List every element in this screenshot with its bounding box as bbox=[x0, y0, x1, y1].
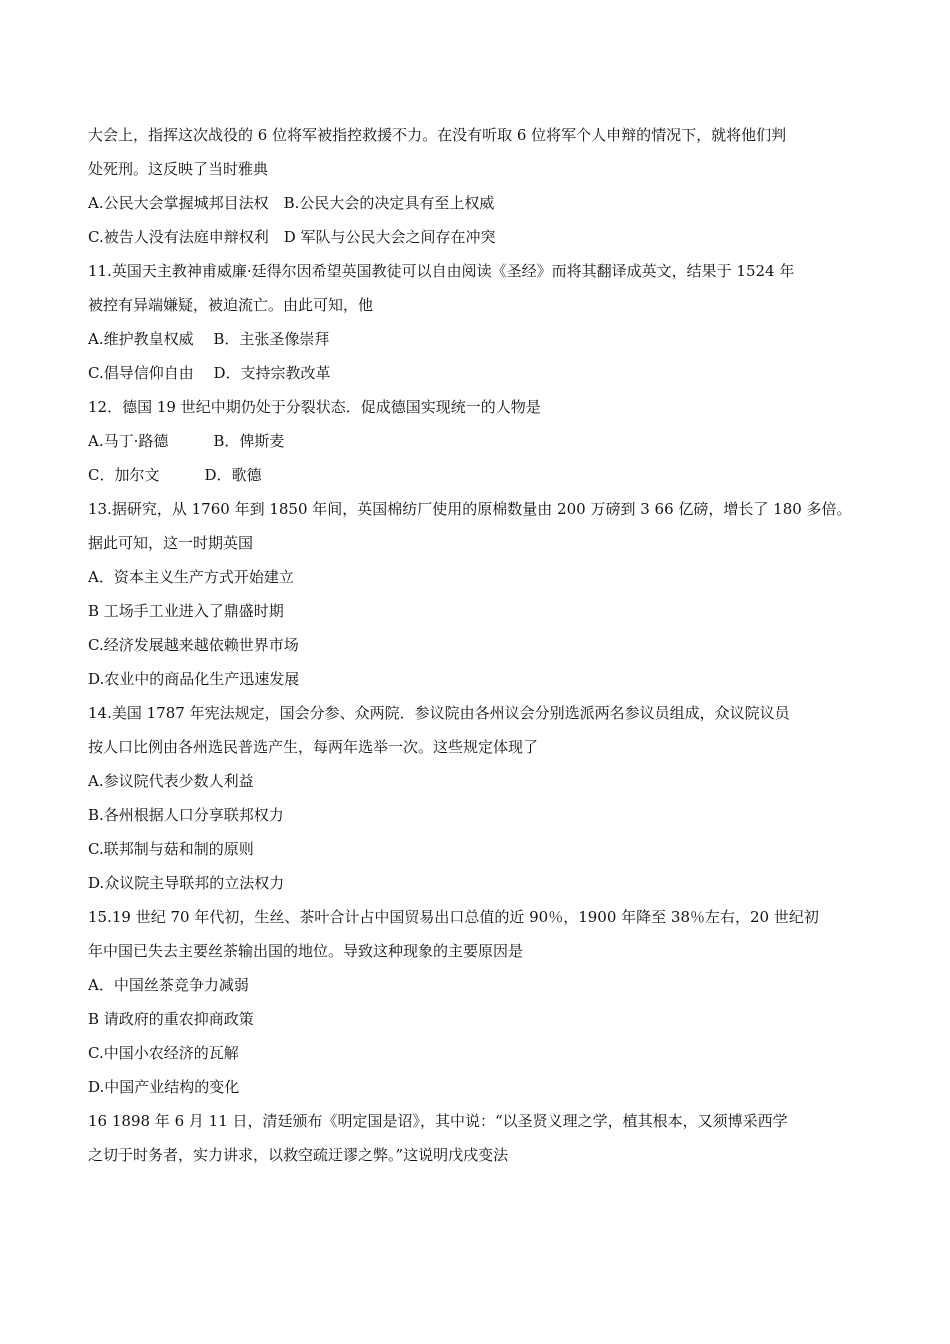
option-q15-d: D.中国产业结构的变化 bbox=[88, 1078, 240, 1096]
option-q14-c: C.联邦制与菇和制的原则 bbox=[88, 840, 254, 858]
question-13-stem-cont: 据此可知，这一时期英国 bbox=[88, 534, 254, 552]
question-14-stem: 14.美国 1787 年宪法规定，国会分参、众两院．参议院由各州议会分别选派两名参议员组成，众议院议员 bbox=[88, 704, 790, 722]
option-line-q11-ab: A.维护教皇权威 B．主张圣像崇拜 bbox=[88, 330, 330, 348]
document-body bbox=[88, 118, 868, 1172]
text-line-2: 处死刑。这反映了当时雅典 bbox=[88, 160, 269, 178]
option-line-q12-ab: A.马丁·路德 B．俾斯麦 bbox=[88, 432, 285, 450]
option-q14-b: B.各州根据人口分享联邦权力 bbox=[88, 806, 284, 824]
question-15-stem-cont: 年中国已失去主要丝茶输出国的地位。导致这种现象的主要原因是 bbox=[88, 942, 524, 960]
question-16-stem-cont: 之切于时务者，实力讲求，以救空疏迂谬之弊。”这说明戊戌变法 bbox=[88, 1146, 509, 1164]
option-line-q12-cd: C．加尔文 D．歌德 bbox=[88, 466, 262, 484]
question-16-stem: 16 1898 年 6 月 11 日，清廷颁布《明定国是诏》，其中说：“以圣贤义理之学，植其根本，又须博采西学 bbox=[88, 1112, 788, 1130]
question-13-stem: 13.据研究，从 1760 年到 1850 年间，英国棉纺厂使用的原棉数量由 200 万磅到 3 66 亿磅，增长了 180 多倍。 bbox=[88, 500, 852, 518]
option-q15-c: C.中国小农经济的瓦解 bbox=[88, 1044, 239, 1062]
option-line-q11-cd: C.倡导信仰自由 D．支持宗教改革 bbox=[88, 364, 331, 382]
option-q13-c: C.经济发展越来越依赖世界市场 bbox=[88, 636, 299, 654]
question-15-stem: 15.19 世纪 70 年代初，生丝、茶叶合计占中国贸易出口总值的近 90％，1900 年降至 38％左右，20 世纪初 bbox=[88, 908, 819, 926]
option-q15-b: B 请政府的重农抑商政策 bbox=[88, 1010, 254, 1028]
question-11-stem: 11.英国天主教神甫威廉·廷得尔因希望英国教徒可以自由阅读《圣经》而将其翻译成英文，结果于 1524 年 bbox=[88, 262, 795, 280]
text-line-1: 大会上，指挥这次战役的 6 位将军被指控救援不力。在没有听取 6 位将军个人申辩的情况下，就将他们判 bbox=[88, 126, 787, 144]
question-12-stem: 12．德国 19 世纪中期仍处于分裂状态．促成德国实现统一的人物是 bbox=[88, 398, 541, 416]
question-11-stem-cont: 被控有异端嫌疑，被迫流亡。由此可知，他 bbox=[88, 296, 374, 314]
option-q15-a: A．中国丝茶竞争力减弱 bbox=[88, 976, 249, 994]
option-q13-d: D.农业中的商品化生产迅速发展 bbox=[88, 670, 300, 688]
option-q13-b: B 工场手工业进入了鼎盛时期 bbox=[88, 602, 284, 620]
option-line-q10-ab: A.公民大会掌握城邦目法权 B.公民大会的决定具有至上权威 bbox=[88, 194, 495, 212]
option-line-q10-cd: C.被告人没有法庭申辩权利 D 军队与公民大会之间存在冲突 bbox=[88, 228, 496, 246]
option-q14-d: D.众议院主导联邦的立法权力 bbox=[88, 874, 285, 892]
question-14-stem-cont: 按人口比例由各州选民普选产生，每两年选举一次。这些规定体现了 bbox=[88, 738, 539, 756]
option-q13-a: A．资本主义生产方式开始建立 bbox=[88, 568, 294, 586]
option-q14-a: A.参议院代表少数人利益 bbox=[88, 772, 254, 790]
